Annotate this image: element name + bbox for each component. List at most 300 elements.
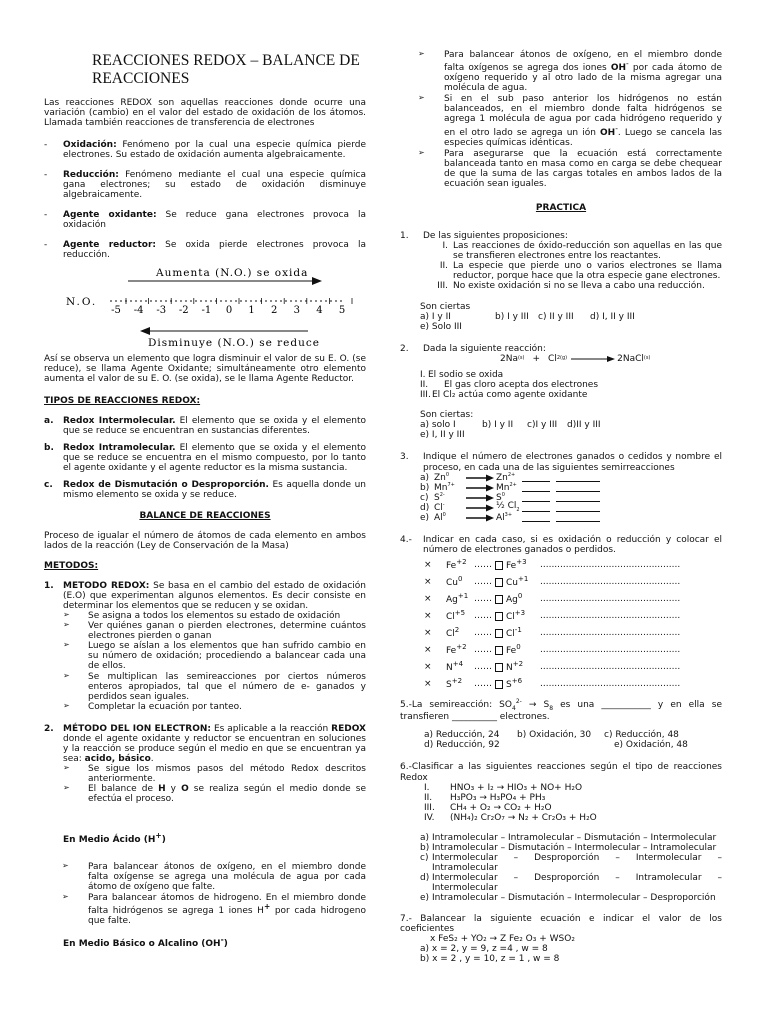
list-mark: 1. — [44, 580, 54, 591]
answer-option[interactable]: d) I, II y III — [590, 311, 635, 322]
definition-text: Se reduce gana electrones provoca la oxidación — [63, 210, 366, 231]
roman-number: III. — [424, 802, 435, 813]
answer-option[interactable]: c) Reducción, 48 — [604, 730, 679, 741]
charge-sup: 0 — [445, 471, 450, 478]
tipo-c — [44, 480, 366, 500]
species: Fe — [506, 561, 517, 572]
step-text: Se multiplican las semireacciones por ciertos números enteros apropiados, tal que el número de e- ganados y perdidos sean iguales. — [88, 671, 366, 702]
answer-option[interactable] — [420, 843, 722, 853]
intro-paragraph: Las reacciones REDOX son aquellas reacciones donde ocurre una variación (cambio) en el valor del estado de oxidación de los átomos. Llamada también reacciones de transferencia de electrones — [44, 97, 366, 128]
arrow-bullet-icon: ➢ — [63, 783, 70, 793]
reaction-text: H₃PO₃ → H₃PO₄ + PH₃ — [450, 792, 546, 803]
state-sub: (s) — [517, 355, 525, 362]
electrons-blank[interactable] — [522, 493, 550, 502]
answer-option[interactable] — [420, 893, 722, 903]
definition-term: Reducción: — [63, 170, 119, 181]
electrons-blank[interactable] — [522, 473, 550, 482]
heading-sup: + — [155, 831, 162, 841]
definition-reduccion — [44, 170, 366, 200]
reaction-arrow-icon — [466, 514, 494, 522]
oxidation-change-row — [424, 559, 722, 572]
diagram-bottom-label: Disminuye (N.O.) se reduce — [148, 336, 320, 349]
species: S — [446, 680, 452, 691]
dots: …… — [474, 577, 492, 588]
proposition — [424, 241, 722, 261]
metodo-redox — [44, 581, 366, 611]
step-sup: + — [263, 901, 271, 911]
reaction-arrow-icon — [466, 504, 494, 512]
proposition — [420, 390, 722, 400]
question-6: 6.-Clasificar a las siguientes reacciones según el tipo de reacciones Redox — [400, 762, 722, 783]
answer-option[interactable]: c)I y III — [527, 420, 558, 431]
question-text: → S — [521, 699, 550, 710]
question-text: Indique el número de electrones ganados o cedidos y nombre el proceso, en cada una de las siguientes semirreacciones — [423, 452, 722, 473]
step-sup: - — [626, 59, 629, 69]
definition-text: Fenómeno por la cual una especie química pierde electrones. Su estado de oxidación aumenta algebraicamente. — [63, 139, 366, 160]
species: Cu — [506, 578, 518, 589]
box-icon — [495, 612, 503, 621]
roman-number: I. — [420, 369, 426, 380]
metodo-text: donde el agente oxidante y reductor se encuentran en soluciones y la reacción se produce según el medio en que se encuentran ya sea: — [63, 733, 366, 765]
reactant: Cl — [548, 353, 557, 364]
oxidation-change-row — [424, 627, 722, 640]
tick-label: 0 — [225, 304, 233, 316]
species: S — [496, 492, 502, 503]
oxidation-state-sup: -1 — [514, 626, 522, 635]
tipo-text: El elemento que se oxida y el elemento que se reduce se encuentran en sustancias diferentes. — [63, 415, 366, 437]
state-sub: (s) — [643, 355, 651, 362]
basico-step — [418, 94, 722, 147]
species: Cl — [446, 612, 455, 623]
step-text: Para balancear átonos de oxígeno, en el miembro donde falta oxígenos se agrega dos iones — [444, 50, 722, 74]
definition-term: Agente oxidante: — [63, 210, 157, 221]
species: Mn — [496, 482, 510, 493]
question-1 — [400, 231, 722, 241]
tick-label: -4 — [133, 304, 144, 316]
tipo-term: Redox Intramolecular. — [63, 443, 176, 454]
formula-sup: 2- — [515, 697, 522, 705]
arrow-bullet-icon: ➢ — [63, 640, 70, 650]
son-ciertas-label: Son ciertas: — [420, 410, 474, 421]
species: Cl — [506, 629, 515, 640]
metodo2-step — [63, 764, 366, 784]
heading-text: En Medio Básico o Alcalino (OH — [63, 939, 221, 949]
metodos-heading: METODOS: — [44, 560, 99, 571]
answer-line[interactable]: ................................................. — [540, 679, 681, 690]
answer-line[interactable]: ................................................. — [540, 611, 681, 622]
species: Al — [434, 512, 443, 523]
answer-line[interactable]: ................................................. — [540, 577, 681, 588]
species: Cl — [446, 629, 455, 640]
definition-dash: - — [44, 210, 48, 221]
answer-line[interactable]: ................................................. — [540, 594, 681, 605]
title-line-1: REACCIONES REDOX – BALANCE DE — [92, 52, 360, 69]
answer-option[interactable]: b) I y III — [495, 311, 529, 322]
question-text: Dada la siguiente reacción: — [423, 343, 546, 354]
product: 2NaCl — [617, 353, 644, 364]
balance-paragraph: Proceso de igualar el número de átomos de cada elemento en ambos lados de la reacción (Ley de Conservación de la Masa) — [44, 530, 366, 551]
option-text: Intramolecular – Dismutación – Intermolecular – Desproporción — [432, 893, 716, 904]
process-blank[interactable] — [556, 483, 600, 492]
question-5 — [400, 699, 722, 723]
answer-line[interactable]: ................................................. — [540, 560, 681, 571]
answer-option[interactable]: a) x = 2, y = 9, z =4 , w = 8 — [420, 943, 548, 954]
dots: …… — [474, 679, 492, 690]
species: Zn — [496, 472, 508, 483]
arrow-bullet-icon: ➢ — [418, 93, 425, 103]
proposition-text: El gas cloro acepta dos electrones — [444, 380, 599, 391]
step-text: Se asigna a todos los elementos su estado de oxidación — [88, 611, 341, 622]
title-line-2: REACCIONES — [92, 69, 190, 87]
tipo-text: El elemento que se oxida y el elemento que se reduce se encuentra en el mismo compuesto, por lo tanto el agente oxidante y el agente reductor es la misma sustancia. — [63, 443, 366, 474]
charge-sup: 2- — [439, 491, 445, 498]
row-bullet: × — [424, 662, 432, 673]
tick-label: -5 — [111, 304, 121, 316]
species: Ag — [446, 595, 458, 606]
row-mark: d) — [420, 502, 430, 513]
dots: …… — [474, 628, 492, 639]
dots: …… — [474, 594, 492, 605]
diagram-axis-label: N.O. — [66, 295, 98, 308]
heading-text: ) — [161, 835, 166, 846]
acido-step — [62, 893, 366, 926]
species: Fe — [446, 646, 457, 657]
bottom-arrow-head — [140, 327, 150, 335]
roman-number: I. — [442, 241, 448, 252]
metodo-ion-electron — [44, 724, 366, 764]
definition-term: Oxidación: — [63, 139, 117, 150]
option-mark: e) — [420, 893, 430, 904]
answer-option[interactable]: a) solo I — [420, 420, 456, 431]
metodo-text: Se basa en el cambio del estado de oxidación (E.O) que experimentan algunos elementos. Es decir consiste en determinar los elementos que se reducen y se oxidan. — [63, 580, 366, 611]
species: Ag — [506, 595, 518, 606]
reaction-arrow-icon — [466, 494, 494, 502]
step-text: Ver quiénes ganan o pierden electrones, determine cuántos electrones pierden o ganan — [88, 621, 366, 642]
reaction-item — [424, 793, 722, 803]
row-mark: a) — [420, 472, 430, 483]
charge-sup: 3+ — [504, 511, 513, 518]
answer-option[interactable]: b) x = 2 , y = 10, z = 1 , w = 8 — [420, 953, 560, 964]
question-number: 1. — [400, 231, 409, 242]
question-text: Indicar en cada caso, si es oxidación o reducción y colocar el número de electrones ganados o perdidos. — [423, 534, 722, 555]
row-mark: b) — [420, 482, 430, 493]
question-text: De las siguientes proposiciones: — [423, 231, 568, 242]
answer-options — [420, 312, 722, 322]
oxidation-change-row — [424, 644, 722, 657]
answer-options — [424, 740, 722, 750]
tipo-term: Redox de Dismutación o Desproporción. — [63, 480, 269, 491]
oxidation-state-sup: 0 — [517, 592, 523, 601]
proposition — [420, 370, 722, 380]
step-text-bold: OH — [610, 63, 627, 74]
semireaction-row — [420, 493, 722, 503]
practica-heading: PRACTICA — [535, 203, 587, 214]
tipo-term: Redox Intermolecular. — [63, 415, 176, 426]
count-sub: 2 — [516, 507, 520, 514]
box-icon — [495, 578, 503, 587]
roman-number: III. — [437, 281, 448, 292]
definition-agente-oxidante — [44, 210, 366, 230]
species: N — [506, 663, 513, 674]
tick-label: 5 — [338, 304, 346, 316]
son-ciertas-label: Son ciertas — [420, 301, 471, 312]
semireaction-row — [420, 483, 722, 493]
reaction-item — [424, 783, 722, 793]
roman-number: I. — [424, 782, 430, 793]
species: Fe — [446, 561, 457, 572]
oxidation-state-sup: +4 — [452, 660, 464, 669]
species: Al — [496, 512, 505, 523]
equation: x FeS₂ + YO₂ → Z Fe₂ O₃ + WSO₂ — [430, 933, 575, 944]
tipo-b — [44, 443, 366, 473]
top-arrow-head — [312, 277, 322, 285]
step-text: Se sigue los mismos pasos del método Redox descritos anteriormente. — [88, 764, 366, 785]
arrow-bullet-icon: ➢ — [63, 610, 70, 620]
list-mark: a. — [44, 415, 54, 426]
oxidation-change-row — [424, 593, 722, 606]
oxidation-state-sup: 0 — [516, 643, 521, 652]
answer-line[interactable]: ................................................. — [540, 662, 681, 673]
oxidation-change-row — [424, 610, 722, 623]
metodo-term: METODO REDOX: — [63, 580, 150, 591]
arrow-bullet-icon: ➢ — [63, 763, 70, 773]
answer-option[interactable] — [420, 873, 722, 893]
step-text: Para balancear átonos de oxígeno, en el miembro donde falta oxígense se agrega una molécula de agua por cada átomo de oxígeno que falte. — [88, 861, 366, 892]
electrons-blank[interactable] — [522, 503, 550, 512]
oxidation-change-row — [424, 678, 722, 691]
answer-option[interactable] — [420, 853, 722, 873]
oxidation-state-sup: +3 — [514, 609, 526, 618]
charge-sup: - — [442, 501, 445, 508]
row-bullet: × — [424, 560, 432, 571]
reaction-item — [424, 813, 722, 823]
step-text: Completar la ecuación por tanteo. — [88, 701, 242, 712]
charge-sup: 0 — [501, 491, 505, 498]
oxidation-state-sup: +2 — [512, 660, 524, 669]
answer-options — [420, 420, 722, 430]
oxidation-number-diagram — [44, 265, 366, 351]
species: Cl — [506, 612, 515, 623]
oxidation-state-sup: +2 — [451, 677, 463, 686]
reactant: 2Na — [500, 353, 518, 364]
oxidation-change-list — [400, 559, 722, 691]
document-title — [92, 52, 366, 88]
metodo1-step — [63, 621, 366, 641]
question-number: 3. — [400, 452, 409, 463]
answer-option[interactable]: a) Reducción, 24 — [424, 730, 500, 741]
question-text: 5.-La semireacción: SO — [400, 699, 512, 710]
species: Cl — [434, 502, 443, 513]
oxidation-state-sup: 2 — [454, 626, 460, 635]
diagram-explanation: Así se observa un elemento que logra disminuir el valor de su E. O. (se reduce), se llama Agente Oxidante; simultáneamente otro elemento aumenta el valor de su E. O. (se oxida), se le llama Agente Reductor. — [44, 353, 366, 384]
metodo1-step — [63, 611, 366, 621]
box-icon — [495, 629, 503, 638]
option-text: Intermolecular – Desproporción – Intramolecular – Intermolecular — [432, 873, 722, 894]
answer-option[interactable]: b) Oxidación, 30 — [517, 730, 592, 741]
option-text: Intermolecular – Desproporción – Intermolecular – Intramolecular — [432, 853, 722, 874]
question-4 — [400, 535, 722, 555]
basico-step — [418, 50, 722, 93]
answer-option[interactable] — [420, 833, 722, 843]
diagram-top-label: Aumenta (N.O.) se oxida — [156, 266, 309, 279]
process-blank[interactable] — [556, 513, 600, 522]
answer-option[interactable]: e) Oxidación, 48 — [614, 740, 688, 751]
proposition-text: No existe oxidación si no se lleva a cabo una reducción. — [453, 281, 705, 292]
dots: …… — [474, 662, 492, 673]
oxidation-state-sup: +2 — [456, 643, 467, 652]
roman-number: II. — [424, 792, 433, 803]
balance-heading: BALANCE DE REACCIONES — [139, 510, 271, 521]
list-mark: b. — [44, 443, 54, 454]
dots: …… — [474, 560, 492, 571]
step-text: Para asegurarse que la ecuación está correctamente balanceada tanto en masa como en carga se debe chequear de que la suma de las cargas totales en ambos lados de la ecuación sean iguales. — [444, 148, 722, 189]
step-text: se realiza según el medio donde se efectúa el proceso. — [88, 784, 366, 805]
oxidation-change-row — [424, 576, 722, 589]
reaction-item — [424, 803, 722, 813]
species: Fe — [506, 646, 517, 657]
definition-dash: - — [44, 240, 48, 251]
formula-sub: 8 — [549, 704, 554, 712]
answer-option[interactable]: d)II y III — [567, 420, 601, 431]
definition-oxidacion — [44, 140, 366, 160]
tick-label: 1 — [248, 304, 255, 316]
species: S — [506, 680, 512, 691]
step-sup: - — [615, 123, 618, 133]
option-text: Intramolecular – Dismutación – Intermolecular – Intramolecular — [432, 843, 717, 854]
metodo-text-bold: REDOX — [331, 723, 366, 734]
tipo-a — [44, 416, 366, 436]
process-blank[interactable] — [556, 493, 600, 502]
species: ½ Cl — [496, 501, 517, 512]
charge-sup: 0 — [442, 511, 446, 518]
answer-option[interactable]: c) II y III — [538, 311, 574, 322]
species: N — [446, 663, 453, 674]
oxidation-state-sup: +6 — [511, 677, 523, 686]
species: Mn — [434, 482, 448, 493]
answer-line[interactable]: ................................................. — [540, 628, 681, 639]
semireaction-list — [400, 473, 722, 523]
process-blank[interactable] — [556, 473, 600, 482]
answer-line[interactable]: ................................................. — [540, 645, 681, 656]
proposition — [424, 281, 722, 291]
dots: …… — [474, 611, 492, 622]
metodo1-step — [63, 672, 366, 702]
heading-sup: - — [220, 935, 224, 944]
reaction-arrow-icon — [466, 484, 494, 492]
step-text: Para balancear átomos de hidrogeno. En el miembro donde falta hidrógenos se agrega 1 iones H — [88, 892, 366, 916]
row-mark: e) — [420, 512, 430, 523]
step-text: por cada hidrogeno que falte. — [88, 905, 366, 926]
species: Zn — [434, 472, 446, 483]
basico-step — [418, 149, 722, 189]
answer-option[interactable]: e) Solo III — [420, 321, 462, 332]
step-text: y — [165, 784, 182, 795]
oxidation-state-sup: +2 — [456, 558, 467, 567]
tipos-heading: TIPOS DE REACCIONES REDOX: — [44, 395, 201, 406]
heading-text: En Medio Ácido (H — [63, 835, 156, 846]
option-mark: b) — [420, 843, 430, 854]
electrons-blank[interactable] — [522, 513, 550, 522]
reaction-equation — [500, 354, 722, 364]
proposition-text: Las reacciones de óxido-reducción son aquellas en las que se transfieren electrones entre los reactantes. — [453, 241, 722, 262]
arrow-bullet-icon: ➢ — [418, 147, 425, 157]
row-bullet: × — [424, 594, 432, 605]
definition-agente-reductor — [44, 240, 366, 260]
list-mark: c. — [44, 480, 53, 491]
metodo2-step — [63, 784, 366, 804]
option-mark: d) — [420, 873, 430, 884]
metodo1-step — [63, 702, 366, 712]
definition-text: Se oxida pierde electrones provoca la reducción. — [63, 240, 366, 261]
box-icon — [495, 663, 503, 672]
arrow-bullet-icon: ➢ — [62, 860, 69, 870]
box-icon — [495, 646, 503, 655]
answer-option[interactable]: e) I, II y III — [420, 430, 465, 441]
answer-option[interactable]: a) I y II — [420, 311, 451, 322]
definition-dash: - — [44, 170, 48, 181]
reaction-text: HNO₃ + I₂ → HIO₃ + NO+ H₂O — [450, 782, 583, 793]
electrons-blank[interactable] — [522, 483, 550, 492]
box-icon — [495, 680, 503, 689]
roman-number: II. — [439, 261, 448, 272]
heading-text: ) — [223, 939, 228, 949]
charge-sup: 2+ — [507, 471, 516, 478]
answer-option[interactable]: d) Reducción, 92 — [424, 740, 500, 751]
oxidation-state-sup: +1 — [457, 592, 469, 601]
plus-sign: + — [532, 353, 541, 364]
row-bullet: × — [424, 577, 432, 588]
arrow-bullet-icon: ➢ — [63, 620, 70, 630]
dots: …… — [474, 645, 492, 656]
question-7: 7.- Balancear la siguiente ecuación e indicar el valor de los coeficientes — [400, 913, 722, 934]
species: S — [434, 492, 440, 503]
step-text-bold: OH — [600, 127, 616, 138]
arrow-bullet-icon: ➢ — [63, 700, 70, 710]
list-mark: 2. — [44, 723, 54, 734]
semireaction-row — [420, 473, 722, 483]
oxidation-change-row — [424, 661, 722, 674]
step-text-bold: H — [158, 784, 166, 795]
box-icon — [495, 561, 503, 570]
step-text: por cada átomo de oxígeno requerido y al otro lado de la misma agregar una molécula de agua. — [444, 63, 722, 94]
metodo-term: MÉTODO DEL ION ELECTRON: — [63, 723, 212, 734]
roman-number: II. — [420, 380, 429, 391]
reaction-text: CH₄ + O₂ → CO₂ + H₂O — [450, 802, 552, 813]
answer-options — [424, 730, 722, 740]
acido-heading — [63, 832, 366, 845]
charge-sup: 2+ — [509, 481, 517, 488]
proposition-text: El sodio se oxida — [428, 369, 504, 380]
proposition-text: La especie que pierde uno o varios electrones se llama reductor, porque hace que la otra especie gane electrones. — [453, 261, 722, 282]
answer-option[interactable]: b) I y II — [482, 420, 514, 431]
proposition — [424, 261, 722, 281]
step-text: . Luego se cancela las especies químicas idénticas. — [444, 127, 722, 148]
tick-label: 4 — [316, 304, 323, 316]
row-bullet: × — [424, 611, 432, 622]
tipo-text: Es aquella donde un mismo elemento se oxida y se reduce. — [63, 480, 366, 501]
question-number: 2. — [400, 343, 409, 354]
metodo-text: . — [150, 754, 154, 765]
right-column — [400, 50, 722, 964]
species: Cu — [446, 578, 458, 589]
basico-heading — [63, 936, 366, 949]
process-blank[interactable] — [556, 503, 600, 512]
metodo-text-bold: acido, básico — [84, 754, 151, 765]
oxidation-state-sup: +1 — [518, 575, 529, 584]
charge-sup: 7+ — [447, 481, 455, 488]
question-text: es una ___________ y en ella se transfieren __________ electrones. — [400, 699, 722, 723]
question-2 — [400, 344, 722, 354]
